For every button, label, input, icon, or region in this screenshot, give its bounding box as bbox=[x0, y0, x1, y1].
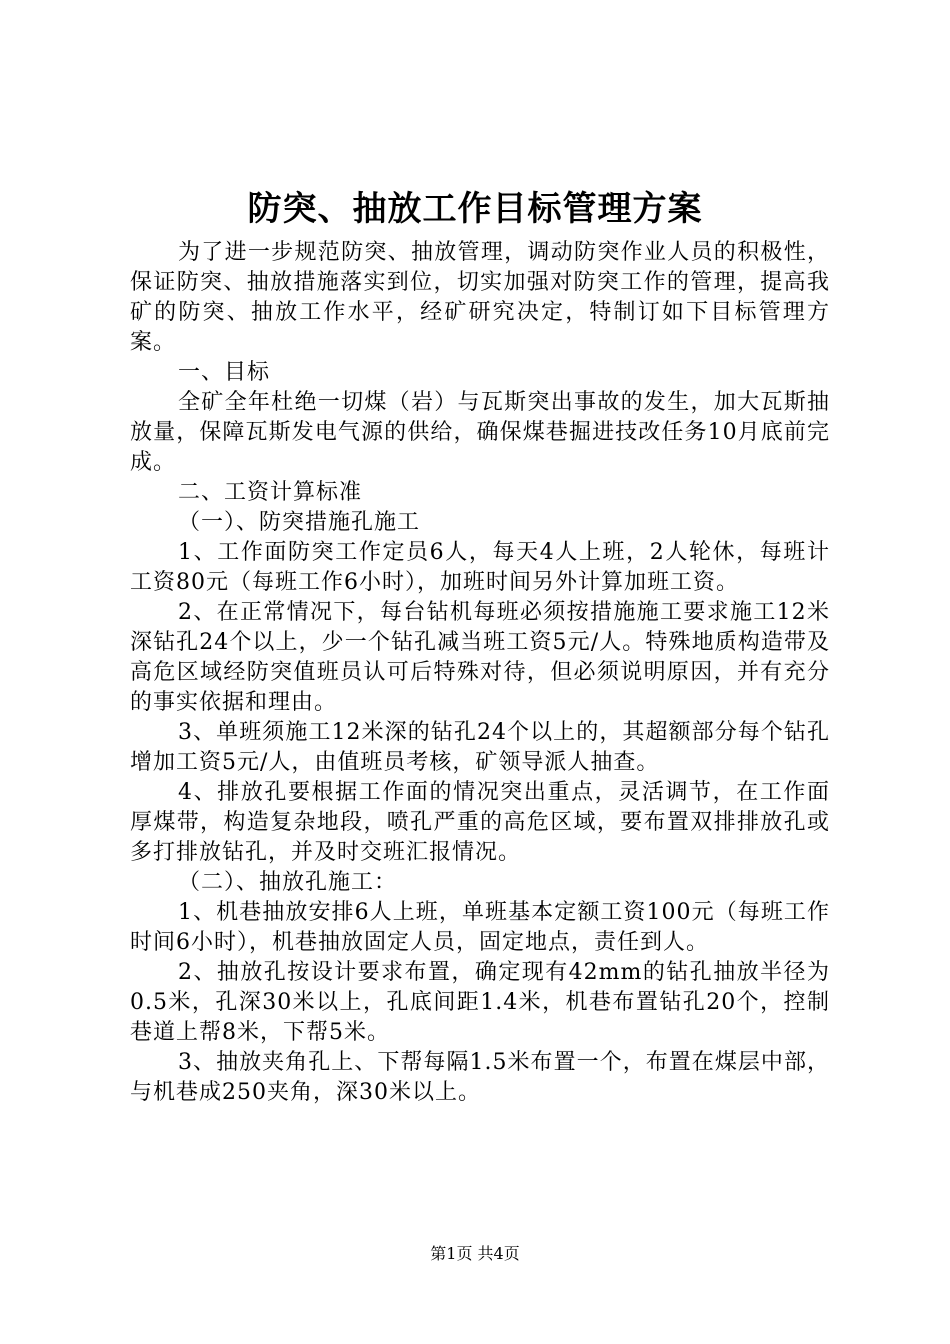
page-title: 防突、抽放工作目标管理方案 bbox=[247, 189, 703, 229]
subsection-heading-drainage: （二）、抽放孔施工： bbox=[178, 870, 398, 895]
subsection-heading-prevention: （一）、防突措施孔施工 bbox=[178, 510, 421, 535]
list-item: 2、在正常情况下，每台钻机每班必须按措施施工要求施工12米深钻孔24个以上，少一个钻孔减当班工资5元/人。特殊地质构造带及高危区域经防突值班员认可后特殊对待，但必须说明原因，并有充分的事实依据和理由。 bbox=[130, 600, 830, 715]
list-item: 4、排放孔要根据工作面的情况突出重点，灵活调节，在工作面厚煤带，构造复杂地段，喷孔严重的高危区域，要布置双排排放孔或多打排放钻孔，并及时交班汇报情况。 bbox=[130, 780, 830, 865]
section-heading-wage: 二、工资计算标准 bbox=[178, 480, 363, 505]
goal-paragraph: 全矿全年杜绝一切煤（岩）与瓦斯突出事故的发生，加大瓦斯抽放量，保障瓦斯发电气源的供给，确保煤巷掘进技改任务10月底前完成。 bbox=[130, 390, 830, 475]
document-body bbox=[130, 238, 830, 1108]
list-item: 3、抽放夹角孔上、下帮每隔1.5米布置一个，布置在煤层中部，与机巷成250夹角，深30米以上。 bbox=[130, 1050, 830, 1105]
intro-paragraph: 为了进一步规范防突、抽放管理，调动防突作业人员的积极性，保证防突、抽放措施落实到位，切实加强对防突工作的管理，提高我矿的防突、抽放工作水平，经矿研究决定，特制订如下目标管理方案。 bbox=[130, 240, 830, 355]
section-heading-goal: 一、目标 bbox=[178, 360, 271, 385]
list-item: 2、抽放孔按设计要求布置，确定现有42mm的钻孔抽放半径为0.5米，孔深30米以上，孔底间距1.4米，机巷布置钻孔20个，控制巷道上帮8米，下帮5米。 bbox=[130, 960, 830, 1045]
page-footer: 第1页 共4页 bbox=[430, 1244, 520, 1263]
list-item: 1、机巷抽放安排6人上班，单班基本定额工资100元（每班工作时间6小时），机巷抽放固定人员，固定地点，责任到人。 bbox=[130, 900, 830, 955]
list-item: 3、单班须施工12米深的钻孔24个以上的，其超额部分每个钻孔增加工资5元/人，由值班员考核，矿领导派人抽查。 bbox=[130, 720, 830, 775]
list-item: 1、工作面防突工作定员6人，每天4人上班，2人轮休，每班计工资80元（每班工作6小时），加班时间另外计算加班工资。 bbox=[130, 540, 830, 595]
